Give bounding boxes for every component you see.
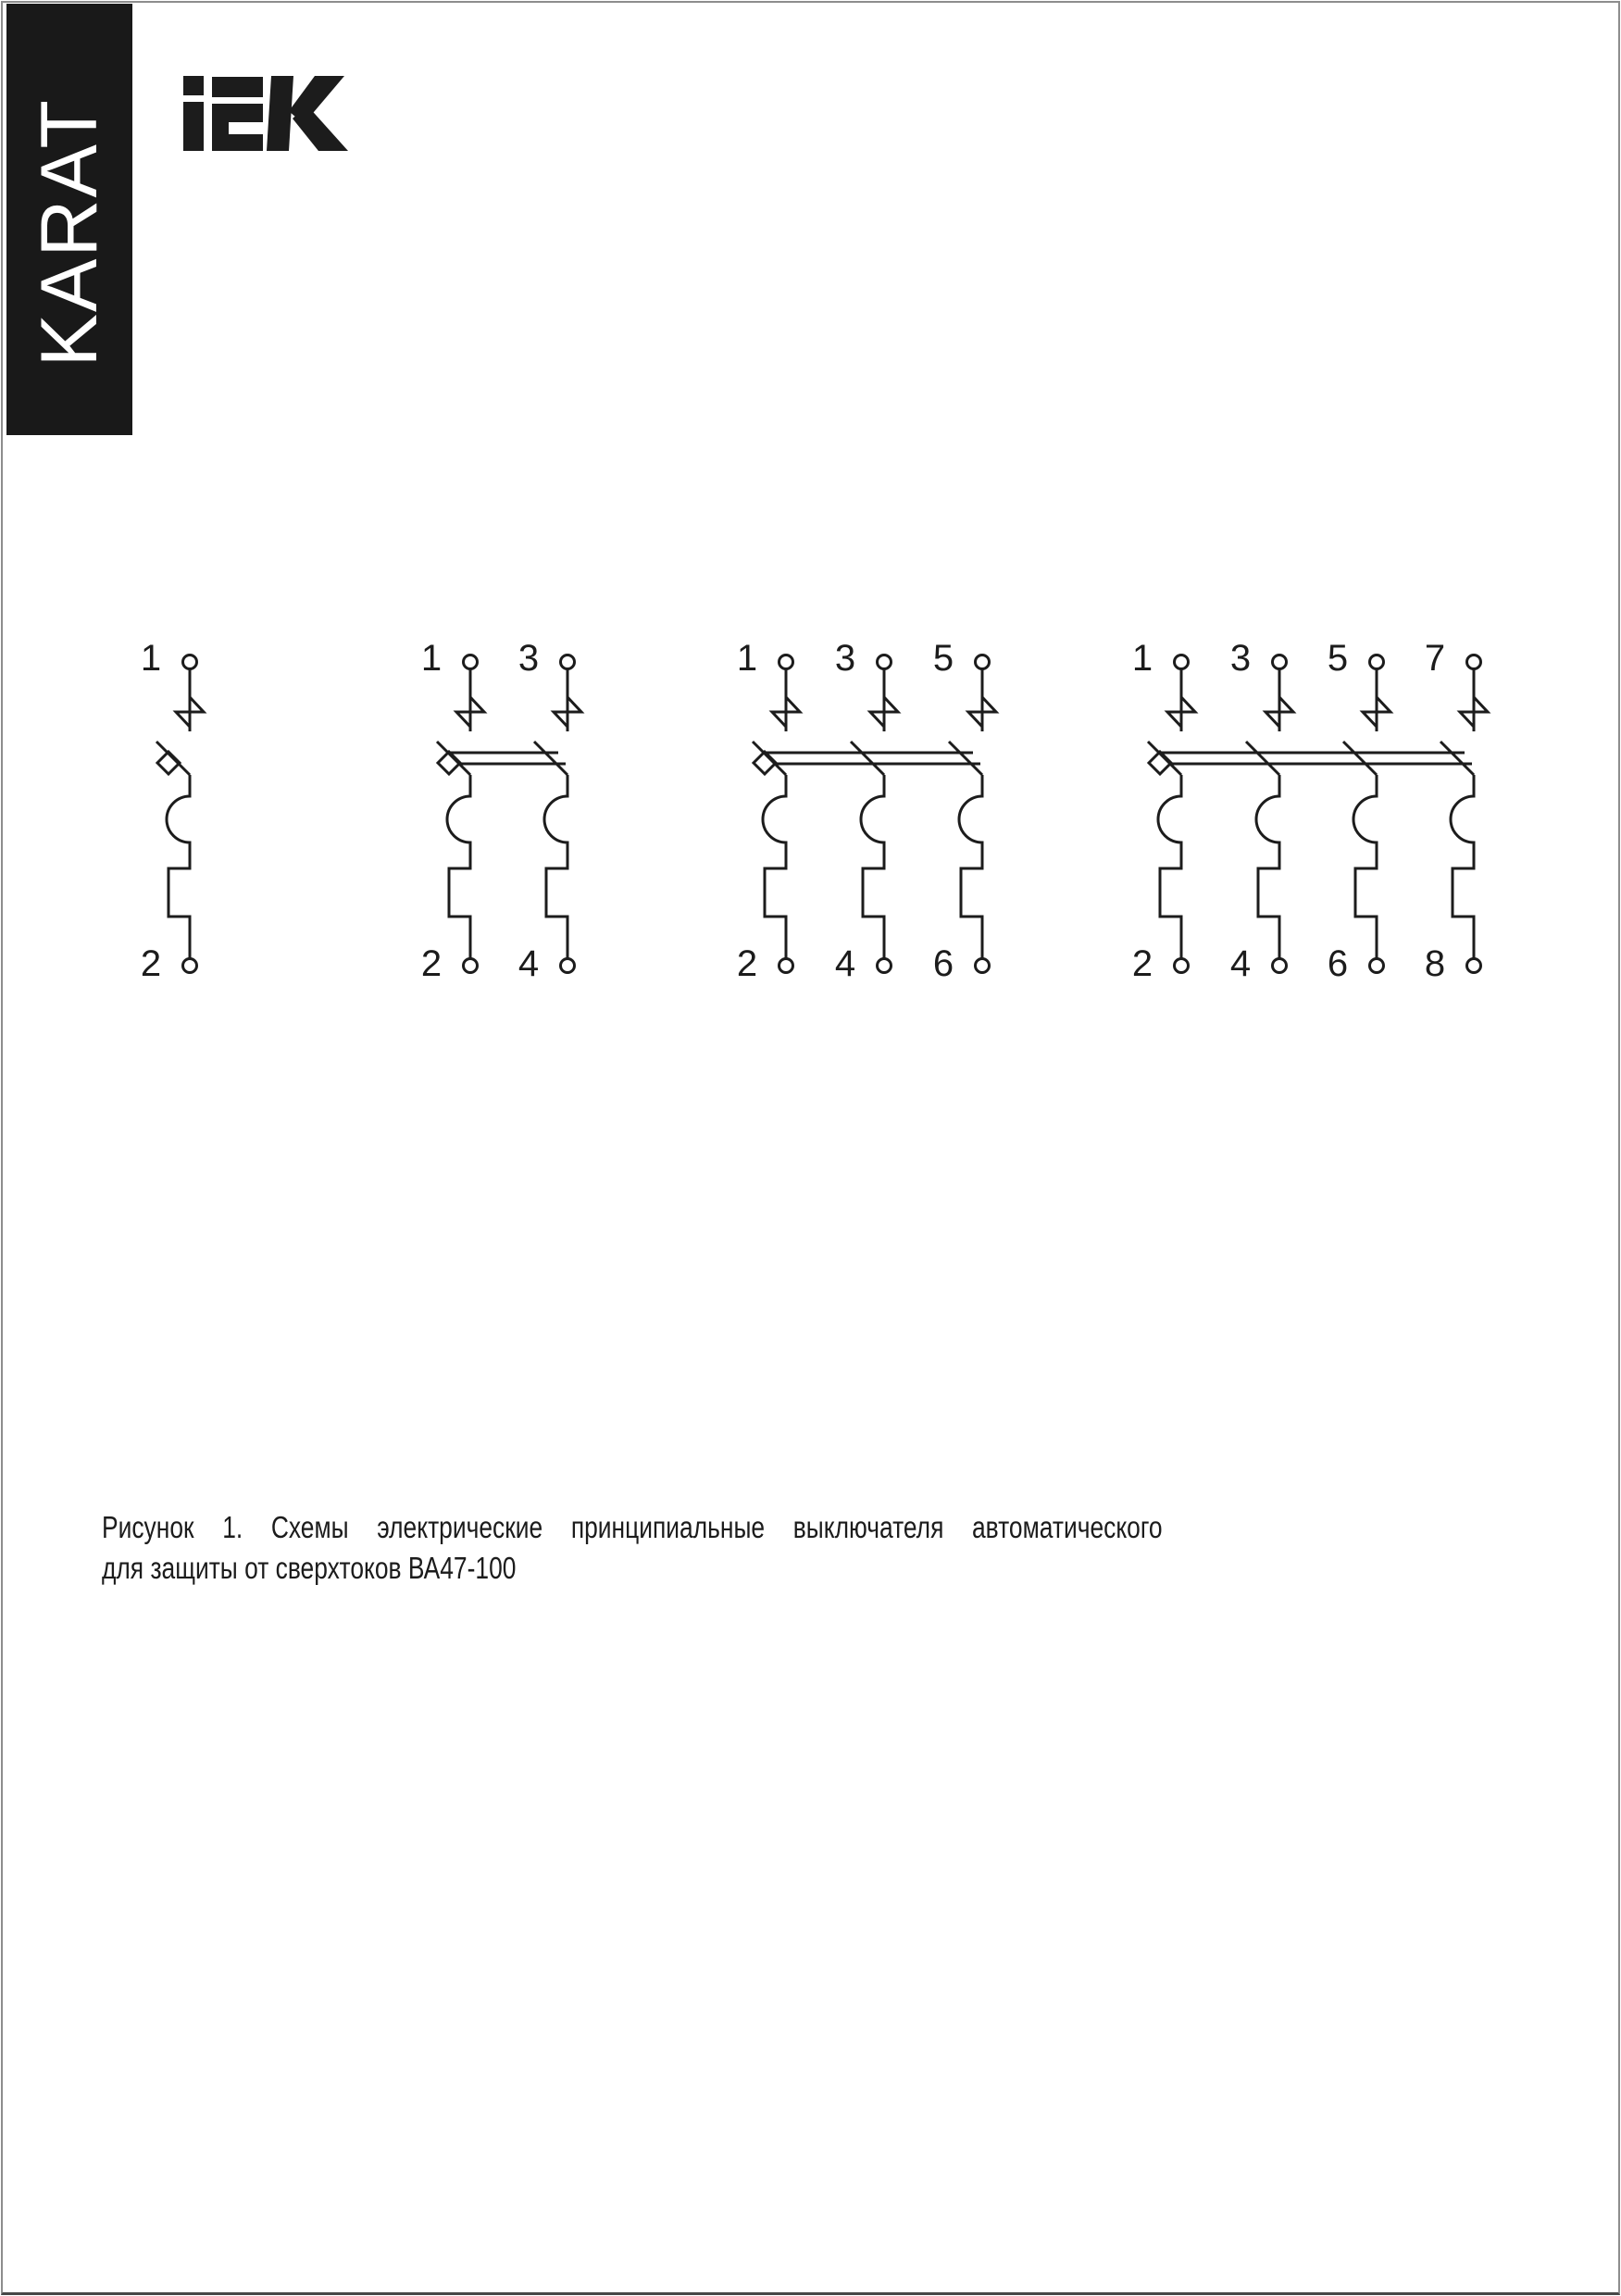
terminal-label-top: 1 [420,638,443,679]
karat-banner-text: KARAT [25,97,114,368]
switch-blade [534,742,567,775]
terminal-top [878,655,892,669]
trip-flag-left [554,712,567,727]
switch-blade [851,742,884,775]
terminal-label-top: 3 [834,638,856,679]
trip-flag-left [772,712,786,727]
release-elements [959,775,982,959]
terminal-label-bottom: 4 [1229,943,1252,984]
terminal-bottom [1175,959,1189,973]
switch-blade [1440,742,1474,775]
release-elements [1158,775,1181,959]
pole-2 [518,638,581,984]
terminal-top [464,655,478,669]
terminal-bottom [561,959,575,973]
breaker-3-pole [737,638,996,984]
terminal-top [1175,655,1189,669]
release-elements [167,775,190,959]
pole-1 [737,638,800,984]
terminal-bottom [976,959,990,973]
trip-flag-right [1181,697,1195,712]
terminal-label-top: 7 [1424,638,1446,679]
pole-2 [835,638,898,984]
trip-flag-right [1377,697,1390,712]
trip-flag-right [1279,697,1293,712]
terminal-top [1370,655,1384,669]
trip-flag-left [1266,712,1279,727]
release-elements [1353,775,1377,959]
terminal-label-bottom: 8 [1424,943,1446,984]
trip-flag-right [786,697,800,712]
pole-1 [1132,638,1195,984]
circuit-diagrams [141,638,1488,984]
pole-1 [421,638,484,984]
terminal-label-bottom: 6 [1327,943,1349,984]
release-elements [1451,775,1474,959]
terminal-label-bottom: 6 [932,943,954,984]
switch-blade [1246,742,1279,775]
terminal-label-top: 5 [932,638,954,679]
terminal-label-bottom: 2 [736,943,758,984]
terminal-label-bottom: 4 [517,943,540,984]
terminal-bottom [779,959,793,973]
release-elements [861,775,884,959]
terminal-top [183,655,197,669]
terminal-label-top: 3 [1229,638,1252,679]
pole-3 [1328,638,1390,984]
terminal-top [561,655,575,669]
trip-flag-right [1474,697,1488,712]
terminal-label-top: 5 [1327,638,1349,679]
breaker-2-pole [421,638,581,984]
terminal-bottom [183,959,197,973]
trip-flag-left [1363,712,1377,727]
trip-flag-left [968,712,982,727]
terminal-label-bottom: 2 [420,943,443,984]
pole-2 [1230,638,1293,984]
terminal-label-top: 3 [517,638,540,679]
trip-flag-right [884,697,898,712]
trip-flag-right [982,697,996,712]
terminal-bottom [878,959,892,973]
release-elements [763,775,786,959]
terminal-bottom [1370,959,1384,973]
breaker-4-pole [1132,638,1488,984]
trip-flag-right [567,697,581,712]
trip-flag-left [176,712,190,727]
switch-blade [949,742,982,775]
iek-logo-k-leg [293,106,348,151]
figure-caption-line-1: Рисунок 1. Схемы электрические принципиальные выключателя автоматического [102,1510,1163,1544]
iek-logo [183,76,348,151]
iek-logo-e-top [212,77,263,97]
trip-flag-left [456,712,470,727]
release-elements [1256,775,1279,959]
terminal-bottom [464,959,478,973]
terminal-label-bottom: 2 [1131,943,1153,984]
terminal-label-top: 1 [140,638,162,679]
trip-flag-left [1167,712,1181,727]
terminal-top [976,655,990,669]
iek-logo-e-body [212,104,263,151]
iek-logo-k-stem [267,76,293,151]
trip-flag-left [870,712,884,727]
release-elements [447,775,470,959]
pole-3 [933,638,996,984]
terminal-label-top: 1 [1131,638,1153,679]
terminal-label-bottom: 2 [140,943,162,984]
iek-logo-i-stem [183,102,204,151]
terminal-label-bottom: 4 [834,943,856,984]
terminal-bottom [1467,959,1481,973]
terminal-label-top: 1 [736,638,758,679]
terminal-top [1273,655,1287,669]
terminal-top [779,655,793,669]
pole-4 [1425,638,1488,984]
terminal-top [1467,655,1481,669]
iek-logo-i-dot [183,76,204,95]
trip-flag-right [470,697,484,712]
pole-1 [141,638,204,984]
figure-caption-line-2: для защиты от сверхтоков ВА47-100 [102,1551,517,1585]
breaker-1-pole [141,638,204,984]
terminal-bottom [1273,959,1287,973]
figure-caption [102,1507,1163,1589]
trip-flag-right [190,697,204,712]
switch-blade [1343,742,1377,775]
release-elements [544,775,567,959]
trip-flag-left [1460,712,1474,727]
